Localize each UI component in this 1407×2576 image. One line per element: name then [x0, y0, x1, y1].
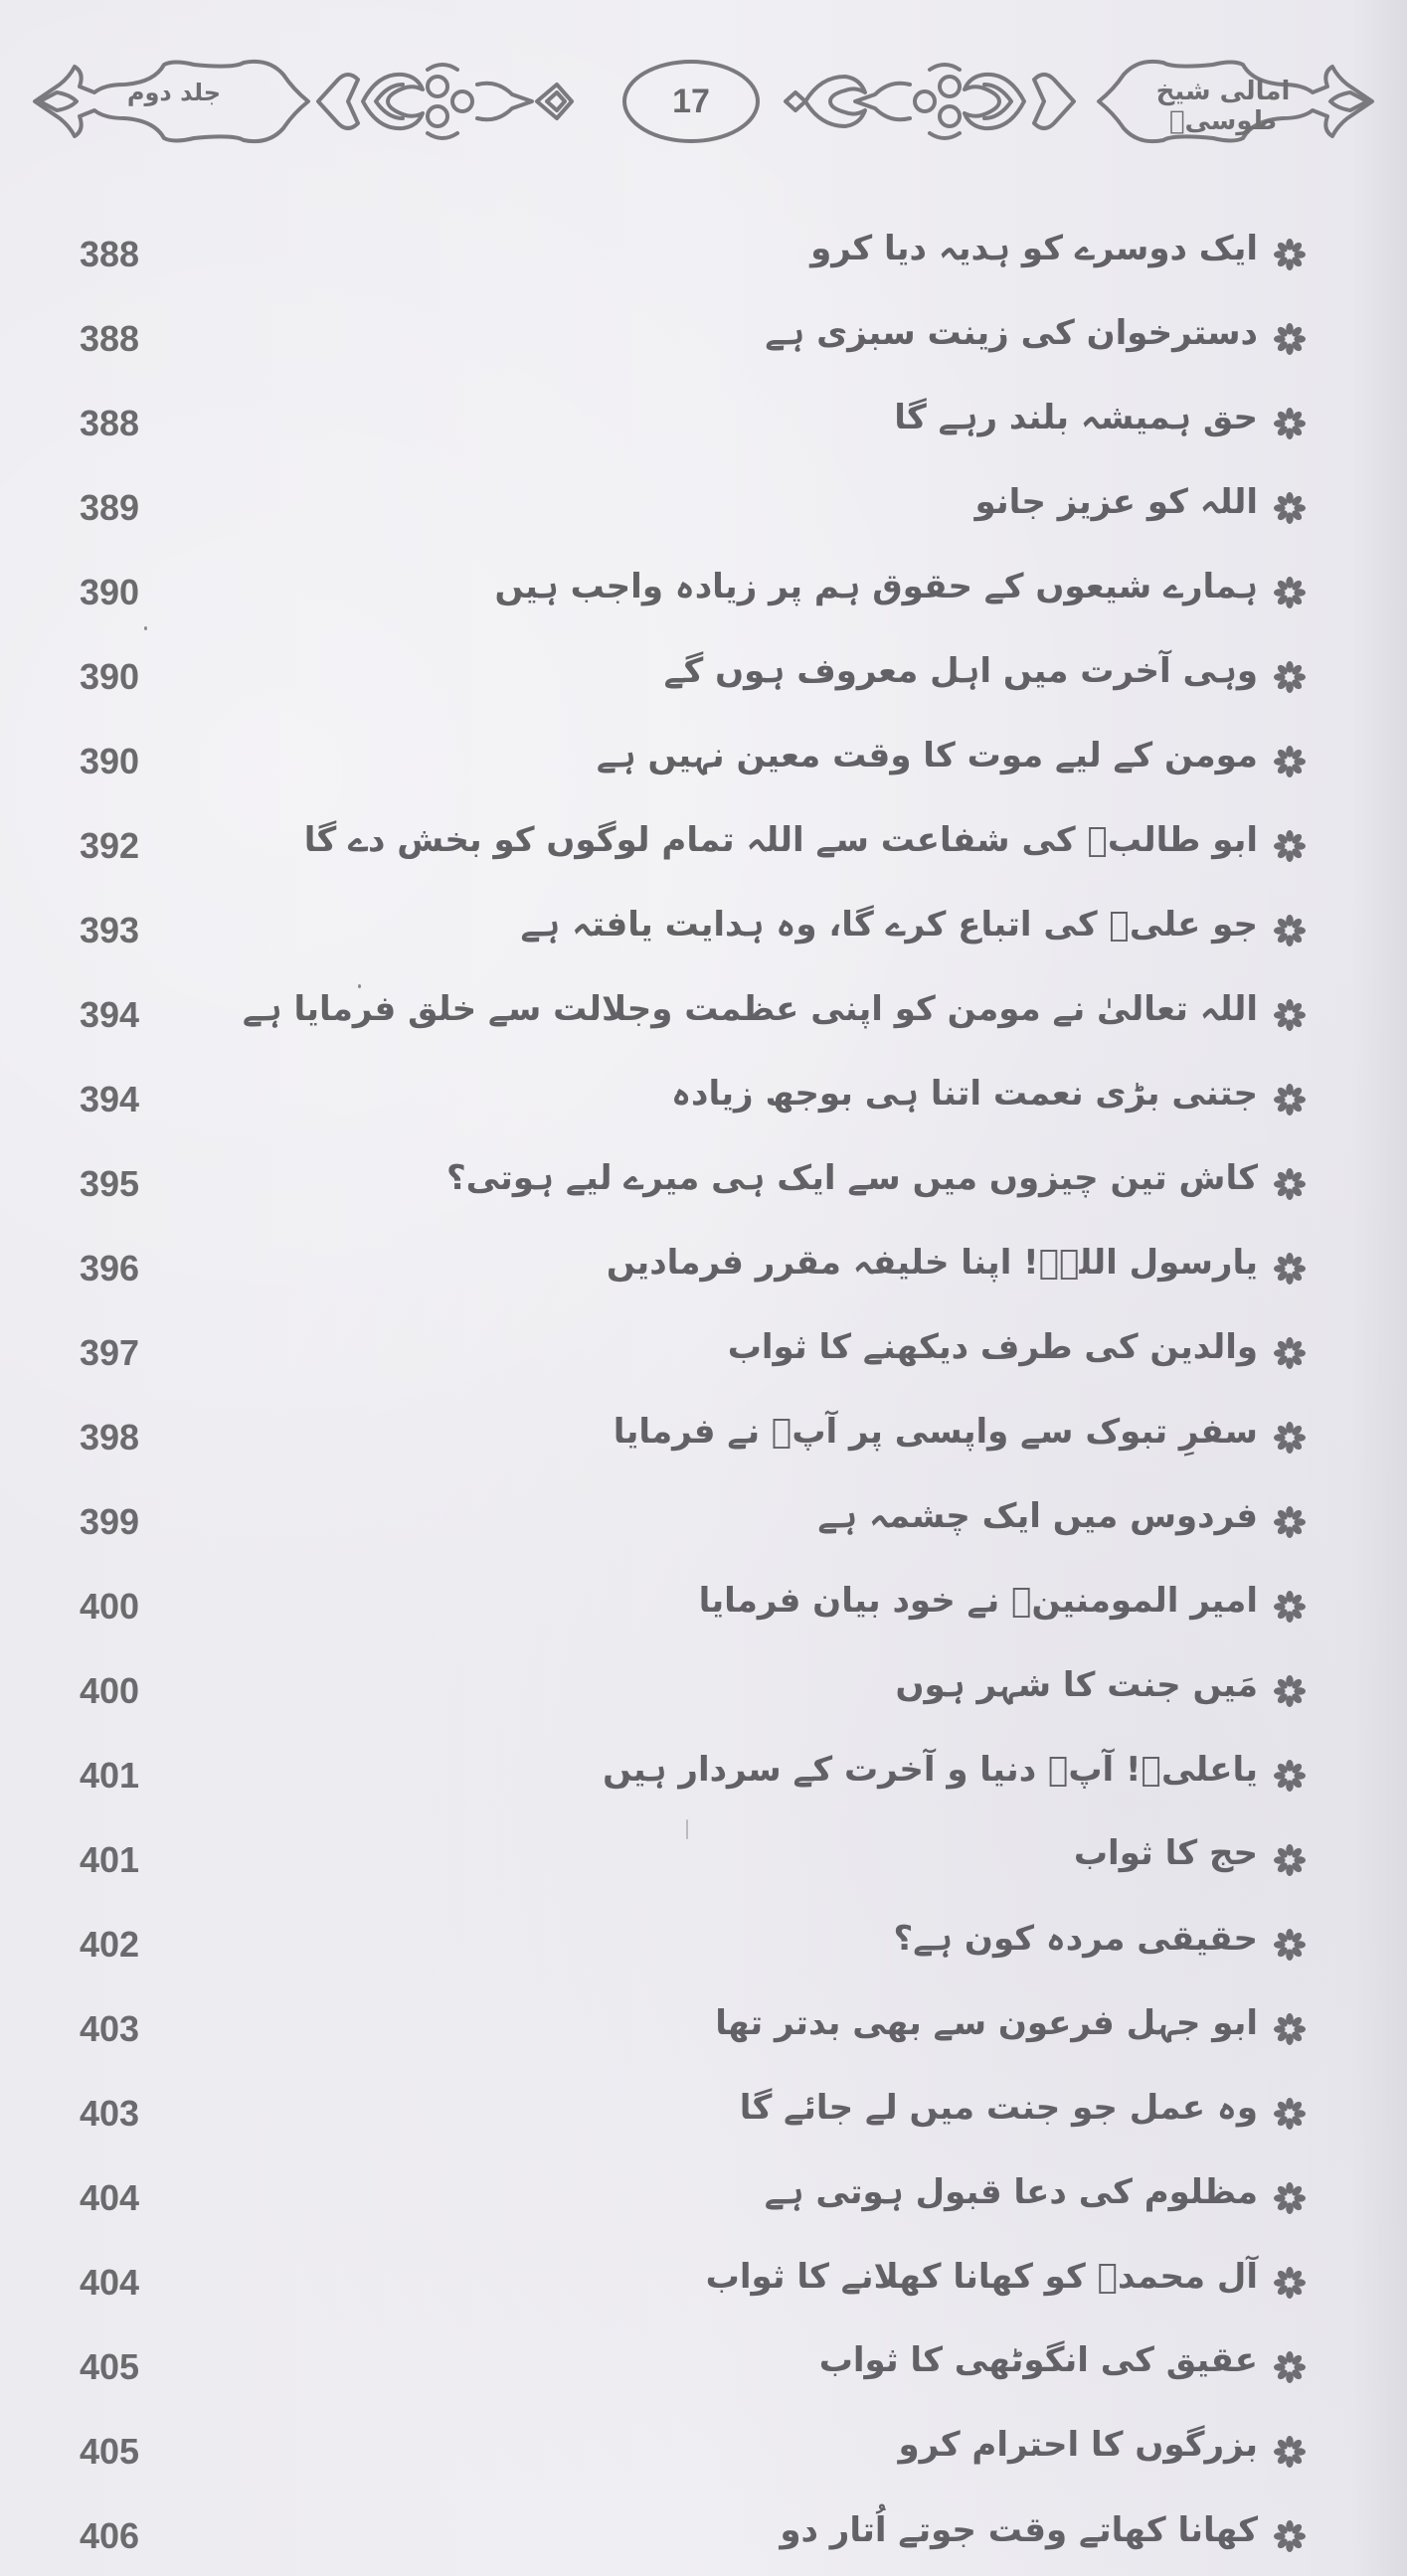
toc-page-number: 399	[80, 1501, 140, 1542]
flower-star-icon	[1273, 238, 1307, 271]
toc-title: ابو جہل فرعون سے بھی بدتر تھا	[715, 2003, 1258, 2043]
toc-page-number: 396	[80, 1248, 140, 1288]
flower-star-icon	[1273, 2097, 1307, 2131]
toc-title: والدین کی طرف دیکھنے کا ثواب	[727, 1327, 1258, 1367]
flower-star-icon	[1273, 2350, 1307, 2384]
toc-title: دسترخوان کی زینت سبزی ہے	[765, 313, 1258, 353]
toc-entry[interactable]	[0, 1576, 1407, 1635]
toc-entry[interactable]	[0, 1491, 1407, 1551]
toc-page-number: 389	[80, 487, 140, 528]
toc-page-number: 404	[80, 2177, 140, 2218]
toc-entry[interactable]	[0, 477, 1407, 537]
toc-title: مَیں جنت کا شہر ہوں	[895, 1665, 1258, 1705]
toc-page-number: 405	[80, 2431, 140, 2472]
flower-star-icon	[1273, 1928, 1307, 1962]
toc-page-number: 403	[80, 2093, 140, 2134]
flower-star-icon	[1273, 1083, 1307, 1116]
toc-entry[interactable]	[0, 900, 1407, 959]
flower-star-icon	[1273, 2181, 1307, 2215]
toc-page-number: 393	[80, 910, 140, 950]
toc-entry[interactable]	[0, 984, 1407, 1044]
toc-title: حق ہمیشہ بلند رہے گا	[894, 398, 1258, 437]
toc-page-number: 406	[80, 2515, 140, 2556]
toc-entry[interactable]	[0, 2252, 1407, 2312]
toc-page-number: 401	[80, 1755, 140, 1796]
toc-entry[interactable]	[0, 1238, 1407, 1297]
toc-title: جو علیؑ کی اتباع کرے گا، وہ ہدایت یافتہ ہے	[520, 905, 1258, 945]
toc-entry[interactable]	[0, 815, 1407, 875]
toc-entry[interactable]	[0, 1660, 1407, 1720]
scan-speck	[358, 984, 361, 988]
flower-star-icon	[1273, 1759, 1307, 1793]
toc-title: فردوس میں ایک چشمہ ہے	[817, 1496, 1258, 1536]
flower-star-icon	[1273, 1167, 1307, 1201]
toc-title: امیر المومنینؑ نے خود بیان فرمایا	[698, 1581, 1258, 1621]
toc-title: مظلوم کی دعا قبول ہوتی ہے	[764, 2172, 1258, 2212]
flower-star-icon	[1273, 407, 1307, 440]
page-header	[20, 55, 1387, 149]
toc-title: حج کا ثواب	[1073, 1833, 1258, 1873]
toc-page-number: 388	[80, 318, 140, 359]
toc-title: ابو طالبؑ کی شفاعت سے اللہ تمام لوگوں کو بخش دے گا	[303, 820, 1258, 860]
toc-title: یارسول اللہؐ! اپنا خلیفہ مقرر فرمادیں	[606, 1243, 1258, 1283]
toc-page-number: 400	[80, 1586, 140, 1627]
toc-page-number: 390	[80, 656, 140, 697]
toc-page-number: 390	[80, 741, 140, 781]
toc-entry[interactable]	[0, 2421, 1407, 2481]
toc-title: وہی آخرت میں اہل معروف ہوں گے	[663, 651, 1258, 691]
toc-entry[interactable]	[0, 1998, 1407, 2058]
toc-page-number: 390	[80, 572, 140, 612]
book-title: امالی شیخ طوسیؒ	[1155, 77, 1291, 136]
toc-entry[interactable]	[0, 646, 1407, 706]
toc-entry[interactable]	[0, 731, 1407, 790]
flower-star-icon	[1273, 829, 1307, 863]
page-number: 17	[672, 83, 710, 120]
flower-star-icon	[1273, 1674, 1307, 1708]
volume-label: جلد دوم	[126, 79, 222, 106]
toc-entry[interactable]	[0, 1829, 1407, 1889]
toc-page-number: 405	[80, 2346, 140, 2387]
toc-page-number: 401	[80, 1839, 140, 1880]
toc-title: بزرگوں کا احترام کرو	[898, 2425, 1258, 2465]
toc-page-number: 404	[80, 2262, 140, 2303]
flower-star-icon	[1273, 322, 1307, 356]
toc-page-number: 402	[80, 1924, 140, 1965]
flower-star-icon	[1273, 1505, 1307, 1539]
toc-title: کھانا کھاتے وقت جوتے اُتار دو	[780, 2510, 1258, 2550]
toc-entry[interactable]	[0, 308, 1407, 368]
toc-page-number: 394	[80, 994, 140, 1035]
toc-title: اللہ تعالیٰ نے مومن کو اپنی عظمت وجلالت سے خلق فرمایا ہے	[242, 989, 1258, 1029]
flower-star-icon	[1273, 576, 1307, 609]
flower-star-icon	[1273, 2435, 1307, 2469]
toc-entry[interactable]	[0, 2505, 1407, 2565]
toc-entry[interactable]	[0, 2336, 1407, 2396]
flower-star-icon	[1273, 491, 1307, 525]
toc-title: مومن کے لیے موت کا وقت معین نہیں ہے	[596, 736, 1258, 775]
scan-speck	[144, 626, 147, 630]
toc-entry[interactable]	[0, 1069, 1407, 1128]
flower-star-icon	[1273, 2266, 1307, 2300]
toc-title: ہمارے شیعوں کے حقوق ہم پر زیادہ واجب ہیں	[494, 567, 1258, 606]
toc-title: آل محمدؐ کو کھانا کھلانے کا ثواب	[705, 2257, 1258, 2297]
toc-page-number: 394	[80, 1079, 140, 1119]
flower-star-icon	[1273, 1336, 1307, 1370]
flower-star-icon	[1273, 1843, 1307, 1877]
toc-entry[interactable]	[0, 1322, 1407, 1382]
flower-star-icon	[1273, 998, 1307, 1032]
flower-star-icon	[1273, 1421, 1307, 1455]
toc-page-number: 397	[80, 1332, 140, 1373]
toc-page-number: 400	[80, 1670, 140, 1711]
toc-page-number: 395	[80, 1163, 140, 1204]
toc-title: جتنی بڑی نعمت اتنا ہی بوجھ زیادہ	[671, 1074, 1258, 1114]
toc-entry[interactable]	[0, 224, 1407, 283]
toc-entry[interactable]	[0, 1407, 1407, 1466]
scan-speck	[686, 1819, 688, 1839]
toc-page-number: 398	[80, 1417, 140, 1458]
flower-star-icon	[1273, 2012, 1307, 2046]
flower-star-icon	[1273, 1590, 1307, 1624]
flower-star-icon	[1273, 914, 1307, 947]
flower-star-icon	[1273, 745, 1307, 778]
toc-title: یاعلیؑ! آپؑ دنیا و آخرت کے سردار ہیں	[603, 1750, 1258, 1790]
toc-title: وہ عمل جو جنت میں لے جائے گا	[739, 2088, 1258, 2128]
toc-page-number: 392	[80, 825, 140, 866]
toc-title: عقیق کی انگوٹھی کا ثواب	[818, 2340, 1258, 2380]
toc-page-number: 403	[80, 2008, 140, 2049]
toc-entry[interactable]	[0, 1745, 1407, 1804]
toc-page-number: 388	[80, 403, 140, 443]
toc-page-number: 388	[80, 234, 140, 274]
flower-star-icon	[1273, 660, 1307, 694]
toc-entry[interactable]	[0, 2083, 1407, 2143]
toc-entry[interactable]	[0, 393, 1407, 452]
toc-title: حقیقی مردہ کون ہے؟	[893, 1919, 1258, 1959]
toc-title: سفرِ تبوک سے واپسی پر آپؐ نے فرمایا	[613, 1412, 1258, 1452]
toc-entry[interactable]	[0, 1914, 1407, 1974]
toc-title: اللہ کو عزیز جانو	[974, 482, 1258, 522]
toc-entry[interactable]	[0, 1153, 1407, 1213]
toc-title: کاش تین چیزوں میں سے ایک ہی میرے لیے ہوتی؟	[445, 1158, 1258, 1198]
toc-title: ایک دوسرے کو ہدیہ دیا کرو	[810, 229, 1258, 268]
flower-star-icon	[1273, 1252, 1307, 1286]
toc-entry[interactable]	[0, 562, 1407, 621]
flower-star-icon	[1273, 2519, 1307, 2553]
toc-entry[interactable]	[0, 2167, 1407, 2227]
